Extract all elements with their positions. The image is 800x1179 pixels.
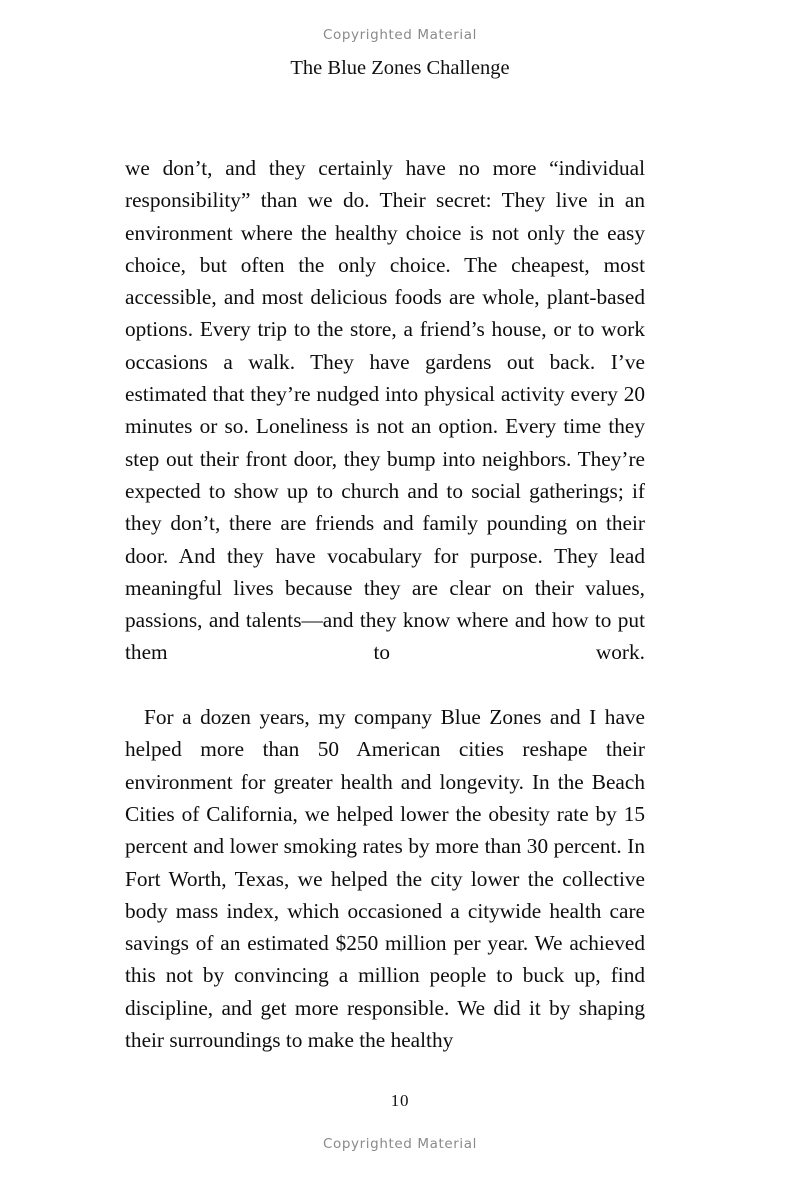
copyright-watermark-bottom: Copyrighted Material [323, 1136, 477, 1152]
body-paragraph: we don’t, and they certainly have no more “individual responsibility” than we do. Their secret: They live in an environment where the healthy choice is not only the easy choice, but often the only choice. The cheapest, most accessible, and most delicious foods are whole, plant-based options. Every trip to the store, a friend’s house, or to work occasions a walk. They have gardens out back. I’ve estimated that they’re nudged into physical activity every 20 minutes or so. Loneliness is not an option. Every time they step out their front door, they bump into neighbors. They’re expected to show up to church and to social gatherings; if they don’t, there are friends and family pounding on their door. And they have vocabulary for purpose. They lead meaningful lives because they are clear on their values, passions, and talents—and they know where and how to put them to work. [125, 156, 645, 665]
body-paragraph: For a dozen years, my company Blue Zones and I have helped more than 50 American cities reshape their environment for greater health and longevity. In the Beach Cities of California, we helped lower the obesity rate by 15 percent and lower smoking rates by more than 30 percent. In Fort Worth, Texas, we helped the city lower the collective body mass index, which occasioned a citywide health care savings of an estimated $250 million per year. We achieved this not by convincing a million people to buck up, find discipline, and get more responsible. We did it by shaping their surroundings to make the healthy [125, 705, 645, 1053]
running-head-title: The Blue Zones Challenge [290, 57, 510, 79]
body-text-block [125, 152, 645, 1056]
page-number: 10 [390, 1091, 410, 1110]
copyright-watermark-top: Copyrighted Material [323, 27, 477, 43]
